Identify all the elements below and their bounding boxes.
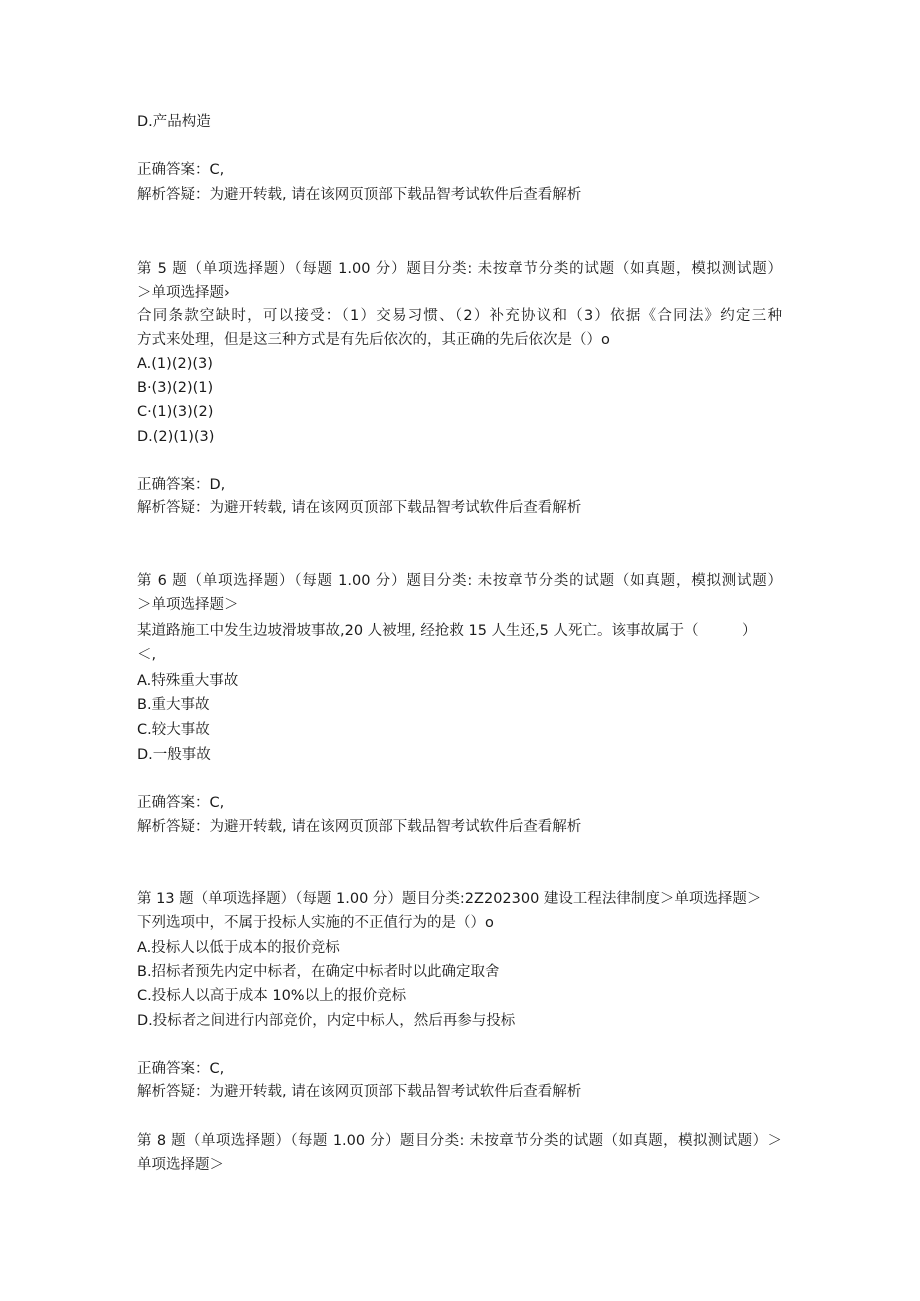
question-option: B.招标者预先内定中标者，在确定中标者时以此确定取舍 [137,964,500,980]
question-option: C.较大事故 [137,722,210,738]
correct-answer: 正确答案：C, [137,162,225,178]
question-option: A.特殊重大事故 [137,673,239,689]
question-header: 单项选择题＞ [137,1157,224,1173]
correct-answer: 正确答案：C, [137,1061,225,1077]
answer-analysis: 解析答疑：为避开转载, 请在该网页顶部下载品智考试软件后查看解析 [137,187,582,203]
question-stem: 下列选项中，不属于投标人实施的不正值行为的是（）o [137,915,494,931]
question-header: 第 8 题（单项选择题）（每题 1.00 分）题目分类: 未按章节分类的试题（如真题，模拟测试题）＞ [137,1133,782,1149]
question-header: 第 6 题（单项选择题）（每题 1.00 分）题目分类: 未按章节分类的试题（如真题，模拟测试题） [137,573,782,589]
question-option: B.重大事故 [137,697,210,713]
answer-analysis: 解析答疑：为避开转载, 请在该网页顶部下载品智考试软件后查看解析 [137,819,582,835]
question-header: 第 13 题（单项选择题）（每题 1.00 分）题目分类:2Z202300 建设工程法律制度＞单项选择题＞ [137,891,762,907]
correct-answer: 正确答案：D, [137,477,226,493]
question-stem: 某道路施工中发生边坡滑坡事故,20 人被埋, 经抢救 15 人生还,5 人死亡。该事故属于（ ） [137,623,757,639]
correct-answer: 正确答案：C, [137,795,225,811]
question-header: ＞单项选择题› [137,285,230,301]
option-d: D.产品构造 [137,114,211,130]
question-header: ＞单项选择题＞ [137,597,239,613]
question-option: D.一般事故 [137,747,211,763]
question-option: D.(2)(1)(3) [137,429,215,445]
question-stem: ＜, [137,647,157,663]
question-stem: 合同条款空缺时，可以接受：（1）交易习惯、（2）补充协议和（3）依据《合同法》约定三种 [137,308,782,324]
question-stem: 方式来处理，但是这三种方式是有先后依次的，其正确的先后依次是（）o [137,332,610,348]
answer-analysis: 解析答疑：为避开转载, 请在该网页顶部下载品智考试软件后查看解析 [137,1084,582,1100]
question-option: A.(1)(2)(3) [137,356,213,372]
question-option: A.投标人以低于成本的报价竞标 [137,940,340,956]
question-option: D.投标者之间进行内部竞价，内定中标人，然后再参与投标 [137,1013,516,1029]
question-option: B·(3)(2)(1) [137,380,214,396]
question-header: 第 5 题（单项选择题）（每题 1.00 分）题目分类: 未按章节分类的试题（如真题，模拟测试题） [137,261,782,277]
answer-analysis: 解析答疑：为避开转载, 请在该网页顶部下载品智考试软件后查看解析 [137,500,582,516]
question-option: C·(1)(3)(2) [137,404,214,420]
question-option: C.投标人以高于成本 10%以上的报价竞标 [137,988,407,1004]
